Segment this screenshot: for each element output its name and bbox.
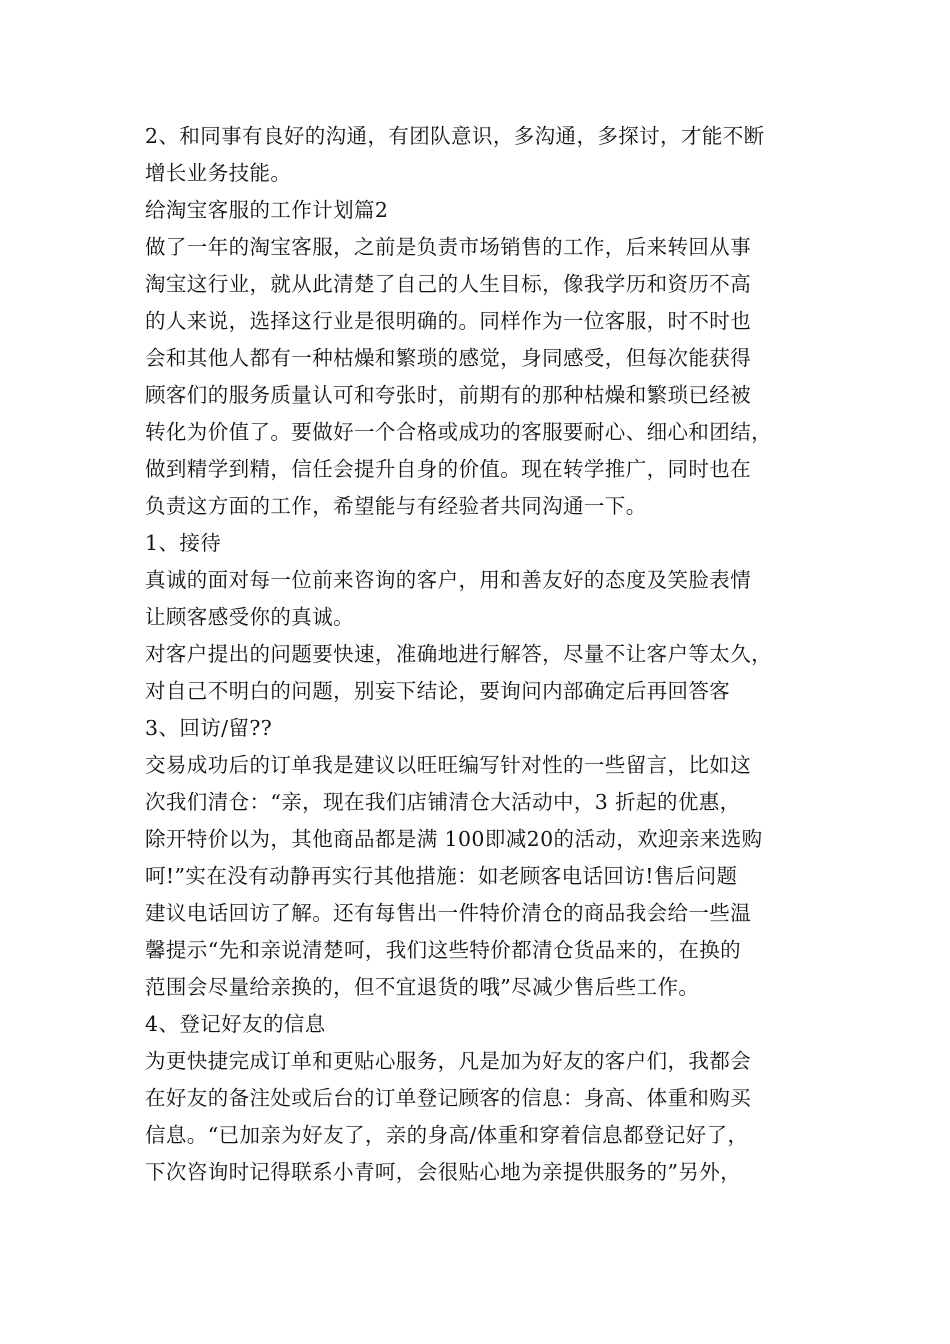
text-line: 增长业务技能。: [145, 161, 292, 185]
text-line: 馨提示“先和亲说清楚呵，我们这些特价都清仓货品来的，在换的: [145, 938, 742, 962]
text-line: 做了一年的淘宝客服，之前是负责市场销售的工作，后来转回从事: [145, 235, 752, 259]
text-line: 呵!”实在没有动静再实行其他措施：如老顾客电话回访!售后问题: [145, 864, 738, 888]
text-line: 对自己不明白的问题，别妄下结论，要询问内部确定后再回答客: [145, 679, 731, 703]
text-line: 淘宝这行业，就从此清楚了自己的人生目标，像我学历和资历不高: [145, 272, 752, 296]
text-line: 交易成功后的订单我是建议以旺旺编写针对性的一些留言，比如这: [145, 753, 752, 777]
text-line: 做到精学到精，信任会提升自身的价值。现在转学推广，同时也在: [145, 457, 752, 481]
text-line: 负责这方面的工作，希望能与有经验者共同沟通一下。: [145, 494, 647, 518]
text-line: 在好友的备注处或后台的订单登记顾客的信息：身高、体重和购买: [145, 1086, 752, 1110]
text-line: 次我们清仓：“亲，现在我们店铺清仓大活动中，3 折起的优惠，: [145, 790, 741, 814]
text-line: 为更快捷完成订单和更贴心服务，凡是加为好友的客户们，我都会: [145, 1049, 752, 1073]
text-line: 的人来说，选择这行业是很明确的。同样作为一位客服，时不时也: [145, 309, 752, 333]
text-line: 除开特价以为，其他商品都是满 100即减20的活动，欢迎亲来选购: [145, 827, 763, 851]
text-line: 会和其他人都有一种枯燥和繁琐的感觉，身同感受，但每次能获得: [145, 346, 752, 370]
text-line: 转化为价值了。要做好一个合格或成功的客服要耐心、细心和团结，: [145, 420, 772, 444]
document-body: [145, 118, 825, 1191]
text-line: 对客户提出的问题要快速，准确地进行解答，尽量不让客户等太久，: [145, 642, 772, 666]
section-heading: 给淘宝客服的工作计划篇2: [145, 198, 389, 222]
text-line: 真诚的面对每一位前来咨询的客户，用和善友好的态度及笑脸表情: [145, 568, 752, 592]
text-line: 2、和同事有良好的沟通，有团队意识，多沟通，多探讨，才能不断: [145, 124, 765, 148]
text-line: 让顾客感受你的真诚。: [145, 605, 354, 629]
text-line: 下次咨询时记得联系小青呵，会很贴心地为亲提供服务的”另外，: [145, 1160, 742, 1184]
section-heading: 1、接待: [145, 531, 222, 555]
text-line: 范围会尽量给亲换的，但不宜退货的哦”尽减少售后些工作。: [145, 975, 700, 999]
text-line: 顾客们的服务质量认可和夸张时，前期有的那种枯燥和繁琐已经被: [145, 383, 752, 407]
text-line: 信息。“已加亲为好友了，亲的身高/体重和穿着信息都登记好了，: [145, 1123, 749, 1147]
text-line: 建议电话回访了解。还有每售出一件特价清仓的商品我会给一些温: [145, 901, 752, 925]
section-heading: 3、回访/留??: [145, 716, 273, 740]
section-heading: 4、登记好友的信息: [145, 1012, 326, 1036]
